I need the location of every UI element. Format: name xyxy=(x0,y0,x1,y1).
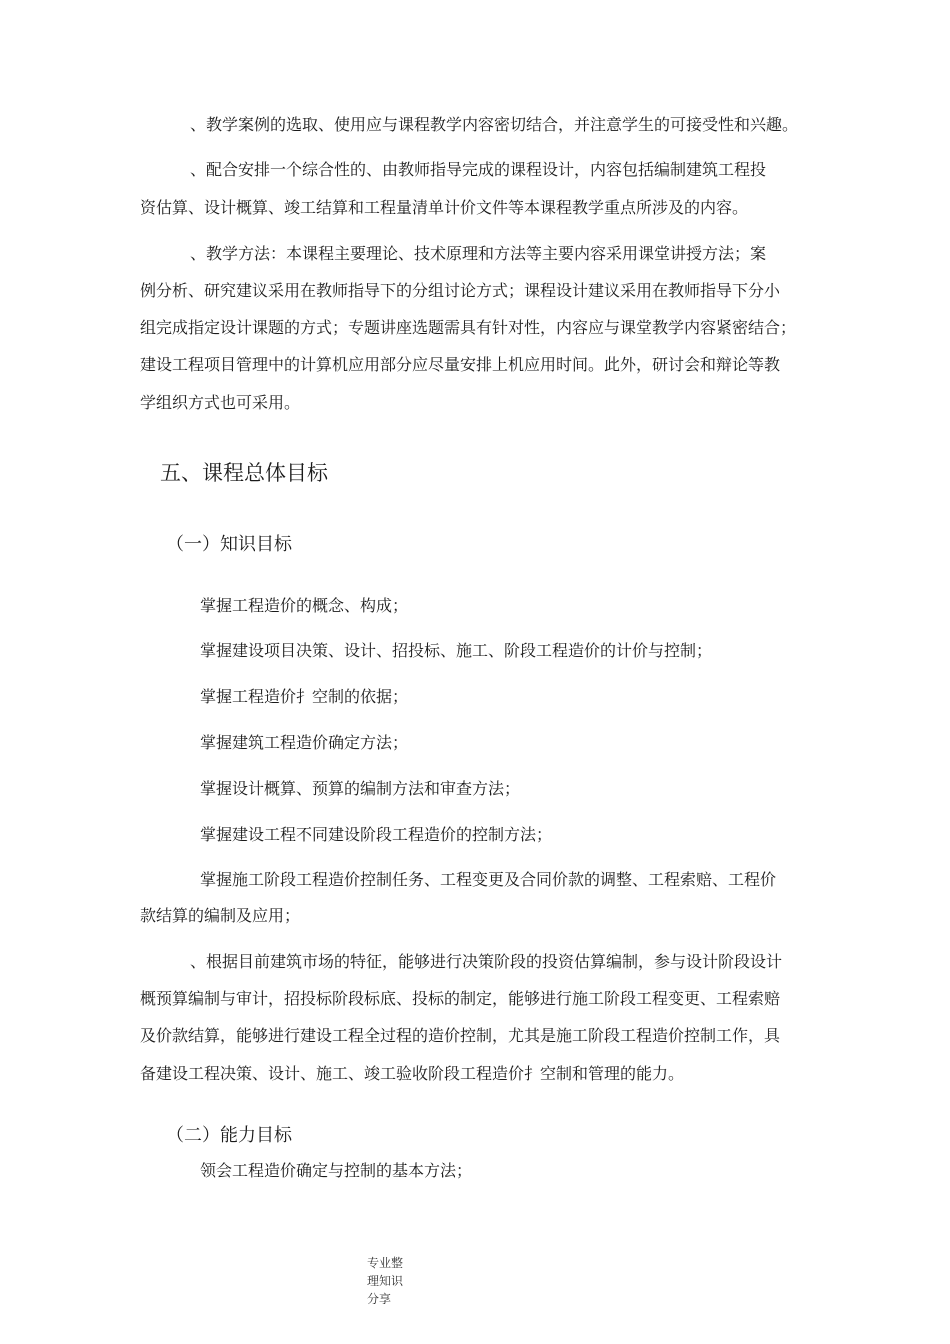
paragraph-3-line-2: 例分析、研究建议采用在教师指导下的分组讨论方式；课程设计建议采用在教师指导下分小 xyxy=(140,281,781,300)
paragraph-4-line-1: 掌握施工阶段工程造价控制任务、工程变更及合同价款的调整、工程索赔、工程价 xyxy=(200,870,777,889)
paragraph-5-line-3: 及价款结算，能够进行建设工程全过程的造价控制，尤其是施工阶段工程造价控制工作，具 xyxy=(140,1026,781,1045)
footer-line-1: 专业整 xyxy=(367,1256,404,1270)
paragraph-3-line-1: 、教学方法：本课程主要理论、技术原理和方法等主要内容采用课堂讲授方法；案 xyxy=(190,244,767,263)
knowledge-item: 掌握建设项目决策、设计、招投标、施工、阶段工程造价的计价与控制； xyxy=(200,641,713,660)
footer-line-2: 理知识 xyxy=(367,1274,404,1288)
paragraph-5-line-4: 备建设工程决策、设计、施工、竣工验收阶段工程造价扌空制和管理的能力。 xyxy=(140,1064,685,1083)
paragraph-5-line-1: 、根据目前建筑市场的特征，能够进行决策阶段的投资估算编制，参与设计阶段设计 xyxy=(190,952,783,971)
paragraph-4-line-2: 款结算的编制及应用； xyxy=(140,906,301,925)
subsection-ability-title: （二）能力目标 xyxy=(166,1125,292,1146)
paragraph-1-line-1: 、教学案例的选取、使用应与课程教学内容密切结合，并注意学生的可接受性和兴趣。 xyxy=(190,115,799,134)
paragraph-3-line-3: 组完成指定设计课题的方式；专题讲座选题需具有针对性，内容应与课堂教学内容紧密结合； xyxy=(140,318,797,337)
paragraph-5-line-2: 概预算编制与审计，招投标阶段标底、投标的制定，能够进行施工阶段工程变更、工程索赔 xyxy=(140,989,781,1008)
knowledge-item: 掌握建设工程不同建设阶段工程造价的控制方法； xyxy=(200,825,553,844)
paragraph-3-line-4: 建设工程项目管理中的计算机应用部分应尽量安排上机应用时间。此外，研讨会和辩论等教 xyxy=(140,355,781,374)
subsection-knowledge-title: （一）知识目标 xyxy=(166,534,292,555)
ability-item: 领会工程造价确定与控制的基本方法； xyxy=(200,1161,473,1180)
knowledge-item: 掌握工程造价扌空制的依据； xyxy=(200,687,409,706)
knowledge-item: 掌握工程造价的概念、构成； xyxy=(200,596,409,615)
paragraph-2-line-1: 、配合安排一个综合性的、由教师指导完成的课程设计，内容包括编制建筑工程投 xyxy=(190,160,767,179)
paragraph-3-line-5: 学组织方式也可采用。 xyxy=(140,393,301,412)
footer-line-3: 分享 xyxy=(367,1292,392,1306)
section-title: 五、课程总体目标 xyxy=(160,461,328,485)
paragraph-2-line-2: 资估算、设计概算、竣工结算和工程量清单计价文件等本课程教学重点所涉及的内容。 xyxy=(140,198,749,217)
knowledge-item: 掌握设计概算、预算的编制方法和审查方法； xyxy=(200,779,521,798)
knowledge-item: 掌握建筑工程造价确定方法； xyxy=(200,733,409,752)
